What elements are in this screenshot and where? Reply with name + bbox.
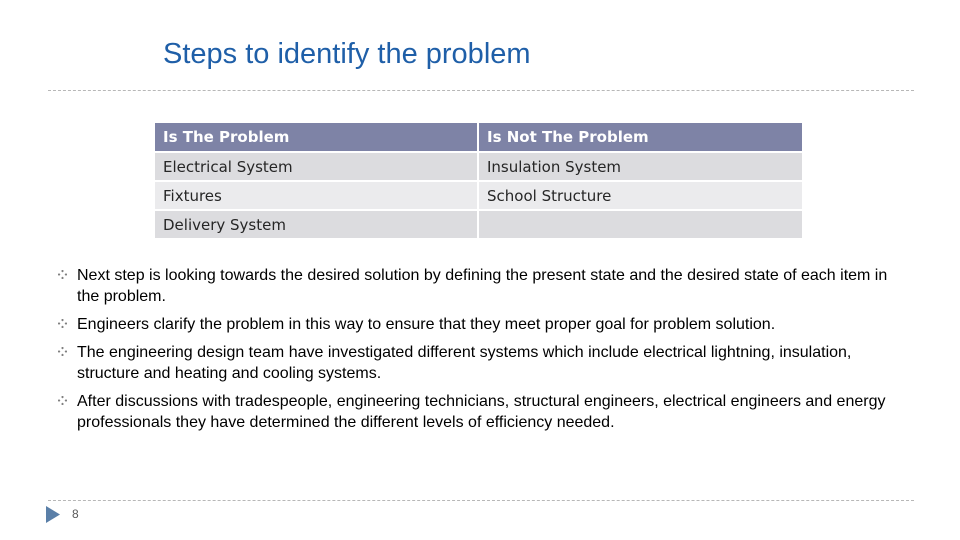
four-diamond-bullet-icon	[58, 319, 67, 328]
table-cell: Fixtures	[154, 181, 478, 210]
bottom-divider	[48, 500, 914, 501]
four-diamond-bullet-icon	[58, 396, 67, 405]
table-cell	[478, 210, 803, 239]
table-cell: Delivery System	[154, 210, 478, 239]
table-cell: Insulation System	[478, 152, 803, 181]
list-item	[58, 342, 908, 384]
bullet-list	[58, 265, 908, 440]
table-cell: Electrical System	[154, 152, 478, 181]
header-is-not-problem: Is Not The Problem	[478, 122, 803, 152]
problem-table	[153, 121, 804, 240]
table-header-row	[154, 122, 803, 152]
header-is-problem: Is The Problem	[154, 122, 478, 152]
table-row	[154, 152, 803, 181]
table-cell: School Structure	[478, 181, 803, 210]
table-row	[154, 181, 803, 210]
four-diamond-bullet-icon	[58, 347, 67, 356]
bullet-text: Engineers clarify the problem in this way to ensure that they meet proper goal for problem solution.	[77, 316, 776, 333]
bullet-text: The engineering design team have investigated different systems which include electrical lightning, insulation, structure and heating and cooling systems.	[77, 344, 852, 382]
slide-title: Steps to identify the problem	[163, 38, 531, 70]
page-number: 8	[72, 507, 79, 521]
list-item	[58, 391, 908, 433]
table-row	[154, 210, 803, 239]
bullet-text: Next step is looking towards the desired solution by defining the present state and the desired state of each item in the problem.	[77, 267, 888, 305]
four-diamond-bullet-icon	[58, 270, 67, 279]
list-item	[58, 265, 908, 307]
triangle-right-icon	[46, 506, 60, 523]
top-divider	[48, 90, 914, 91]
bullet-text: After discussions with tradespeople, engineering technicians, structural engineers, electrical engineers and energy professionals they have determined the different levels of efficiency needed.	[77, 393, 886, 431]
list-item	[58, 314, 908, 335]
